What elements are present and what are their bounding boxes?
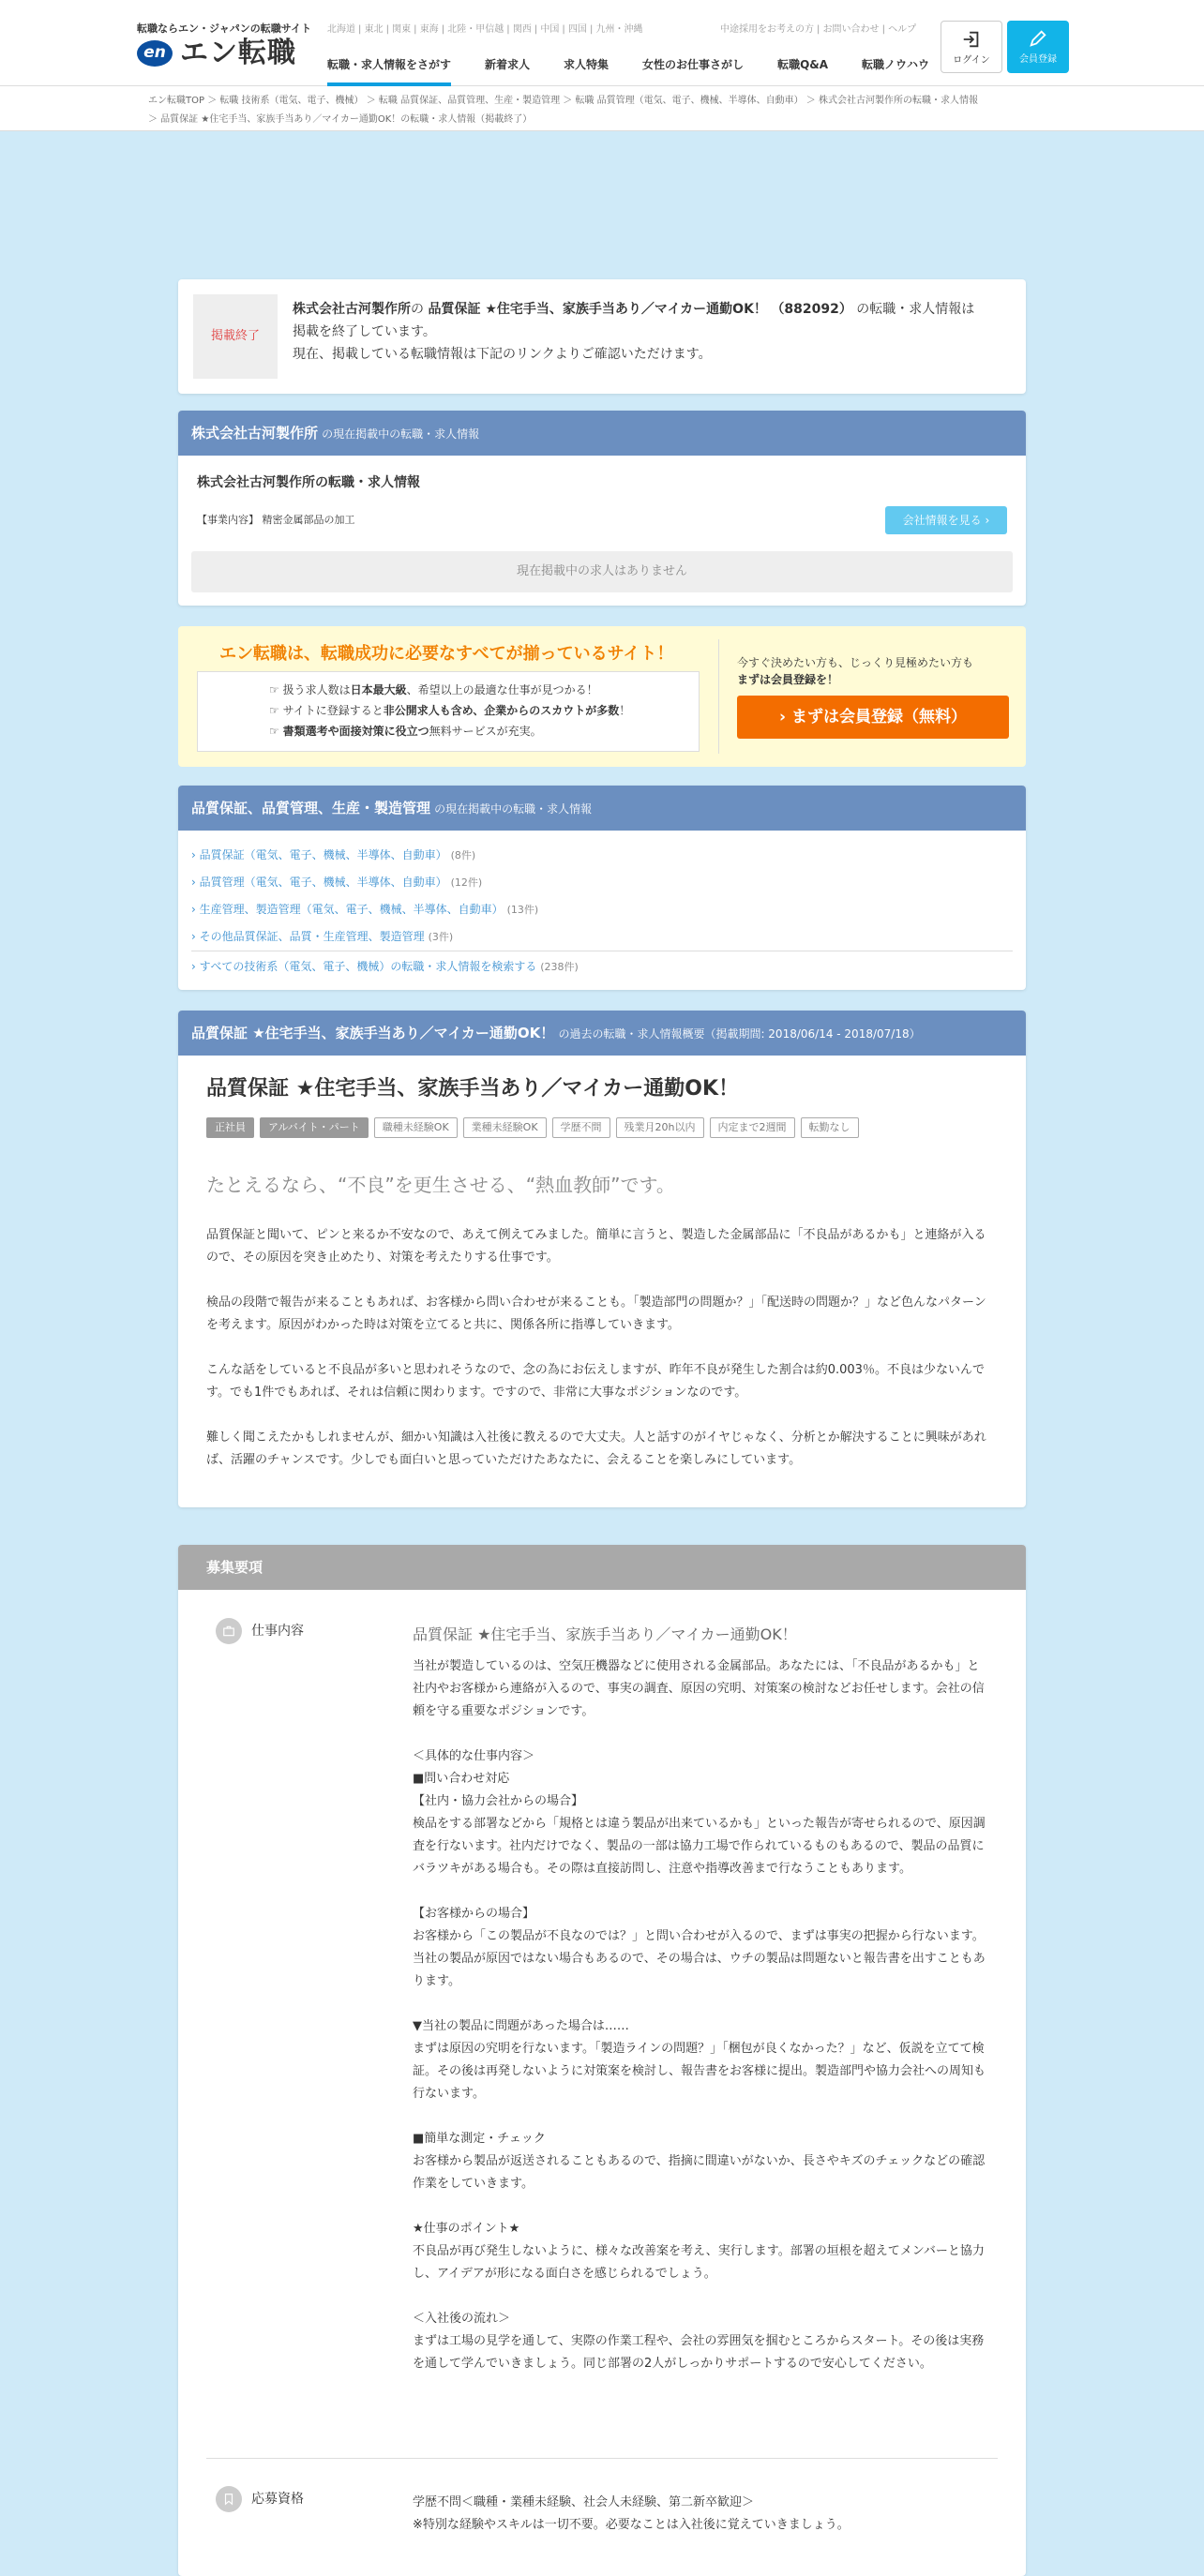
category-label: 品質管理（電気、電子、機械、半導体、自動車）	[199, 876, 447, 889]
category-count: (12件)	[450, 876, 483, 889]
all-link-label: すべての技術系（電気、電子、機械）の転職・求人情報を検索する	[199, 960, 537, 973]
job-content-title: 品質保証 ★住宅手当、家族手当あり／マイカー通勤OK！	[413, 1625, 797, 1643]
business-label: 【事業内容】	[197, 514, 259, 526]
benefit-item: ☞ サイトに登録すると非公開求人も含め、企業からのスカウトが多数！	[269, 704, 631, 717]
job-tag: 残業月20h以内	[616, 1117, 704, 1138]
promo-benefits	[197, 671, 700, 752]
nav-knowhow[interactable]: 転職ノウハウ	[862, 58, 930, 71]
category-link[interactable]: › 品質管理（電気、電子、機械、半導体、自動車） (12件)	[191, 876, 483, 889]
nav-qa[interactable]: 転職Q&A	[777, 58, 829, 71]
category-link[interactable]: › 品質保証（電気、電子、機械、半導体、自動車） (8件)	[191, 848, 476, 861]
requirements-card	[178, 1545, 1026, 2576]
site-logo[interactable]	[137, 37, 296, 69]
job-content-line	[413, 1723, 986, 1745]
past-head-suffix: の過去の転職・求人情報概要（掲載期間: 2018/06/14 - 2018/07/18）	[558, 1027, 921, 1041]
benefit-strong: 日本最大級	[350, 683, 407, 696]
job-content-line: ＜入社後の流れ＞	[413, 2312, 511, 2326]
benefit-strong: 非公開求人も含め、企業からのスカウトが多数	[383, 704, 620, 717]
region-link[interactable]: 北海道	[327, 24, 355, 35]
login-button[interactable]	[941, 21, 1002, 73]
user-plus-icon	[1028, 28, 1048, 49]
job-content-line: まずは原因の究明を行ないます。「製造ラインの問題？」「梱包が良くなかった？」など、仮説を立てて検証。その後は再発しないように対策案を検討し、報告書をお客様に提出。製造部門や協力会社への周知も行ないます。	[413, 2042, 986, 2101]
signup-promo	[178, 626, 1026, 767]
job-content-label-text: 仕事内容	[251, 1623, 304, 1639]
promo-side-text	[737, 654, 973, 688]
category-label: 生産管理、製造管理（電気、電子、機械、半導体、自動車）	[199, 903, 504, 916]
region-link[interactable]: 四国	[567, 24, 587, 35]
job-content-lines	[413, 1655, 986, 2375]
qualification-body	[413, 2492, 986, 2537]
job-content-label	[216, 1618, 304, 1644]
company-card-header	[178, 411, 1026, 456]
promo-side-strong: まずは会員登録を！	[737, 673, 839, 686]
nav-women-jobs[interactable]: 女性のお仕事さがし	[642, 58, 745, 71]
job-content-line: お客様から製品が返送されることもあるので、指摘に間違いがないか、長さやキズのチェックなどの確認作業をしていきます。	[413, 2154, 986, 2191]
job-content-line	[413, 1993, 986, 2015]
link-help[interactable]: ヘルプ	[888, 24, 917, 35]
ended-badge: 掲載終了	[193, 294, 278, 379]
job-tag: アルバイト・パート	[260, 1117, 369, 1138]
breadcrumb-line[interactable]: エン転職TOP ＞ 転職 技術系（電気、電子、機械） ＞ 転職 品質保証、品質管理、生産・製造管理 ＞ 転職 品質管理（電気、電子、機械、半導体、自動車） ＞ 株式会社古河製作所の転職・求人情報	[148, 96, 978, 106]
job-tag: 学歴不問	[552, 1117, 610, 1138]
qualification-label-text: 応募資格	[251, 2491, 304, 2507]
region-link[interactable]: 関西	[512, 24, 532, 35]
job-description	[206, 1224, 998, 1494]
description-paragraph: 品質保証と聞いて、ピンと来るか不安なので、あえて例えてみました。簡単に言うと、製造した金属部品に「不良品があるかも」と連絡が入るので、その原因を突き止めたり、対策を考えたりする仕事です。	[206, 1228, 986, 1265]
category-count: (8件)	[450, 849, 476, 861]
register-button[interactable]	[1007, 21, 1069, 73]
logo-tagline: 転職ならエン・ジャパンの転職サイト	[137, 22, 312, 35]
company-name: 株式会社古河製作所	[191, 425, 319, 442]
ended-job: 品質保証 ★住宅手当、家族手当あり／マイカー通勤OK！	[428, 302, 767, 317]
breadcrumb-line: ＞ 品質保証 ★住宅手当、家族手当あり／マイカー通勤OK！の転職・求人情報（掲載終了）	[148, 114, 533, 125]
category-link[interactable]: › 生産管理、製造管理（電気、電子、機械、半導体、自動車） (13件)	[191, 903, 539, 916]
job-tags	[206, 1117, 865, 1138]
business-value: 精密金属部品の加工	[262, 514, 355, 526]
job-tag: 内定まで2週間	[710, 1117, 795, 1138]
register-label: 会員登録	[1019, 54, 1057, 65]
briefcase-icon	[216, 1618, 242, 1644]
company-jobs-card	[178, 411, 1026, 606]
job-content-line: 【社内・協力会社からの場合】	[413, 1794, 584, 1808]
job-tag: 職種未経験OK	[374, 1117, 458, 1138]
site-header	[0, 0, 1204, 86]
benefit-strong: 書類選考や面接対策に役立つ	[282, 725, 429, 738]
global-nav	[327, 54, 963, 86]
company-info-label: 会社情報を見る	[902, 514, 982, 527]
promo-divider	[718, 639, 719, 754]
job-content-line: 当社が製造しているのは、空気圧機器などに使用される金属部品。あなたには、「不良品があるかも」と社内やお客様から連絡が入るので、事実の調査、原因の究明、対策案の検討などお任せします。会社の信頼を守る重要なポジションです。	[413, 1659, 985, 1718]
logo-text: エン転職	[180, 37, 296, 69]
job-content-line: 不良品が再び発生しないように、様々な改善案を考え、実行します。部署の垣根を超えてメンバーと協力し、アイデアが形になる面白さを感じられるでしょう。	[413, 2244, 985, 2281]
region-link[interactable]: 九州・沖縄	[595, 24, 643, 35]
nav-features[interactable]: 求人特集	[564, 58, 610, 71]
benefit-text: 無料サービスが充実。	[429, 725, 542, 738]
job-content-line: ■簡単な測定・チェック	[413, 2132, 546, 2146]
job-content-line: ■問い合わせ対応	[413, 1772, 510, 1786]
company-info-button[interactable]: 会社情報を見る ›	[885, 506, 1007, 534]
nav-new-jobs[interactable]: 新着求人	[485, 58, 531, 71]
benefit-text: 、希望以上の最適な仕事が見つかる！	[406, 683, 598, 696]
job-content-line: ▼当社の製品に問題があった場合は……	[413, 2019, 629, 2033]
ended-tail2: 掲載を終了しています。	[293, 324, 436, 339]
job-content-line	[413, 2195, 986, 2218]
job-title: 品質保証 ★住宅手当、家族手当あり／マイカー通勤OK！	[206, 1077, 740, 1101]
ended-notice	[178, 279, 1026, 394]
job-content-body	[413, 1624, 986, 2375]
benefit-text: サイトに登録すると	[282, 704, 384, 717]
region-link[interactable]: 北陸・甲信越	[447, 24, 504, 35]
category-title: 品質保証、品質管理、生産・製造管理	[191, 800, 431, 816]
job-content-line	[413, 2285, 986, 2308]
utility-links: 中途採用をお考えの方 | お問い合わせ | ヘルプ	[720, 24, 917, 35]
qualification-line: 学歴不問＜職種・業種未経験、社会人未経験、第二新卒歓迎＞	[413, 2495, 755, 2509]
section-divider	[206, 2458, 998, 2459]
ended-line2: 現在、掲載している転職情報は下記のリンクよりご確認いただけます。	[293, 347, 712, 362]
description-paragraph: こんな話をしていると不良品が多いと思われそうなので、念の為にお伝えしますが、昨年不良が発生した割合は約0.003％。不良は少ないんです。でも1件でもあれば、それは信頼に関わります。ですので、非常に大事なポジションなのです。	[206, 1363, 985, 1400]
job-tag: 転勤なし	[801, 1117, 859, 1138]
qualification-label	[216, 2486, 304, 2512]
benefit-text: 扱う求人数は	[282, 683, 351, 696]
benefit-text: ！	[619, 704, 631, 717]
region-link[interactable]: 関東	[392, 24, 412, 35]
benefit-item: ☞ 書類選考や面接対策に役立つ無料サービスが充実。	[269, 725, 542, 738]
all-tech-jobs-link[interactable]: › すべての技術系（電気、電子、機械）の転職・求人情報を検索する (238件)	[191, 960, 579, 973]
register-cta-button[interactable]: › まずは会員登録（無料）	[737, 696, 1009, 739]
region-link[interactable]: 東北	[364, 24, 384, 35]
qualification-line: ※特別な経験やスキルは一切不要。必要なことは入社後に覚えていきましょう。	[413, 2518, 850, 2532]
job-content-line	[413, 1880, 986, 1903]
login-label: ログイン	[953, 55, 990, 66]
category-suffix: の現在掲載中の転職・求人情報	[434, 802, 593, 816]
link-contact[interactable]: お問い合わせ	[822, 24, 880, 35]
job-tag: 正社員	[206, 1117, 254, 1138]
company-suffix: の現在掲載中の転職・求人情報	[322, 427, 480, 441]
region-link[interactable]: 東海	[419, 24, 439, 35]
job-content-line: 検品をする部署などから「規格とは違う製品が出来ているかも」といった報告が寄せられるので、原因調査を行ないます。社内だけでなく、製品の一部は協力工場で作られているものもあるので、製品の品質にバラツキがある場合も。その際は直接訪問し、注意や指導改善まで行なうこともあります。	[413, 1817, 986, 1876]
description-paragraph: 検品の段階で報告が来ることもあれば、お客様から問い合わせが来ることも。「製造部門の問題か？」「配送時の問題か？」など色んなパターンを考えます。原因がわかった時は対策を立てると共に、関係各所に指導していきます。	[206, 1295, 986, 1332]
category-count: (13件)	[506, 904, 539, 916]
category-list	[191, 842, 1013, 951]
description-paragraph: 難しく聞こえたかもしれませんが、細かい知識は入社後に教えるので大丈夫。人と話すのがイヤじゃなく、分析とか解決することに興味があれば、活躍のチャンスです。少しでも面白いと思っていただけたあなたに、会えることを楽しみにしています。	[206, 1430, 986, 1467]
ended-company: 株式会社古河製作所	[293, 302, 411, 317]
job-content-line	[413, 2105, 986, 2128]
company-business	[197, 512, 355, 529]
job-tag: 業種未経験OK	[463, 1117, 547, 1138]
ended-no: の	[411, 302, 424, 317]
benefit-item: ☞ 扱う求人数は日本最大級、希望以上の最適な仕事が見つかる！	[269, 683, 598, 696]
ended-id: （882092）	[771, 302, 852, 317]
job-content-line: ★仕事のポイント★	[413, 2222, 520, 2236]
category-card-header	[178, 786, 1026, 831]
category-jobs-card	[178, 786, 1026, 990]
job-content-line: ＜具体的な仕事内容＞	[413, 1749, 535, 1763]
link-employers[interactable]: 中途採用をお考えの方	[720, 24, 814, 35]
category-link[interactable]: › その他品質保証、品質・生産管理、製造管理 (3件)	[191, 930, 454, 943]
past-head-title: 品質保証 ★住宅手当、家族手当あり／マイカー通勤OK！	[191, 1025, 555, 1041]
region-links: 北海道 | 東北 | 関東 | 東海 | 北陸・甲信越 | 関西 | 中国 | 四国 | 九州・沖縄	[327, 24, 643, 35]
requirements-header: 募集要項	[178, 1545, 1026, 1590]
login-icon	[961, 29, 982, 50]
nav-search-jobs[interactable]: 転職・求人情報をさがす	[327, 54, 451, 86]
breadcrumb	[0, 86, 1204, 131]
ended-tail: の転職・求人情報は	[856, 302, 975, 317]
past-card-header	[178, 1011, 1026, 1056]
category-label: 品質保証（電気、電子、機械、半導体、自動車）	[199, 848, 447, 861]
logo-en-mark: en	[137, 40, 173, 67]
promo-side-line: 今すぐ決めたい方も、じっくり見極めたい方も	[737, 656, 974, 669]
past-job-summary	[178, 1011, 1026, 1507]
job-content-line: お客様から「この製品が不良なのでは？」と問い合わせが入るので、まずは事実の把握から行ないます。当社の製品が原因ではない場合もあるので、その場合は、ウチの製品は問題ないと報告書を出すこともあります。	[413, 1929, 986, 1988]
promo-headline: エン転職は、転職成功に必要なすべてが揃っているサイト！	[219, 644, 674, 664]
job-content-line: まずは工場の見学を通して、実際の作業工程や、会社の雰囲気を掴むところからスタート。その後は実務を通して学んでいきましょう。同じ部署の2人がしっかりサポートするので安心してください。	[413, 2334, 985, 2371]
no-jobs-message: 現在掲載中の求人はありません	[191, 551, 1013, 592]
category-label: その他品質保証、品質・生産管理、製造管理	[199, 930, 425, 943]
ended-message	[293, 298, 1015, 366]
region-link[interactable]: 中国	[540, 24, 560, 35]
cta-label: まずは会員登録（無料）	[790, 708, 967, 726]
company-title: 株式会社古河製作所の転職・求人情報	[197, 475, 420, 490]
all-link-count: (238件)	[540, 961, 579, 973]
category-count: (3件)	[428, 931, 454, 943]
job-catchcopy: たとえるなら、“不良”を更生させる、“熱血教師”です。	[206, 1174, 675, 1196]
job-content-line: 【お客様からの場合】	[413, 1907, 535, 1921]
bookmark-icon	[216, 2486, 242, 2512]
